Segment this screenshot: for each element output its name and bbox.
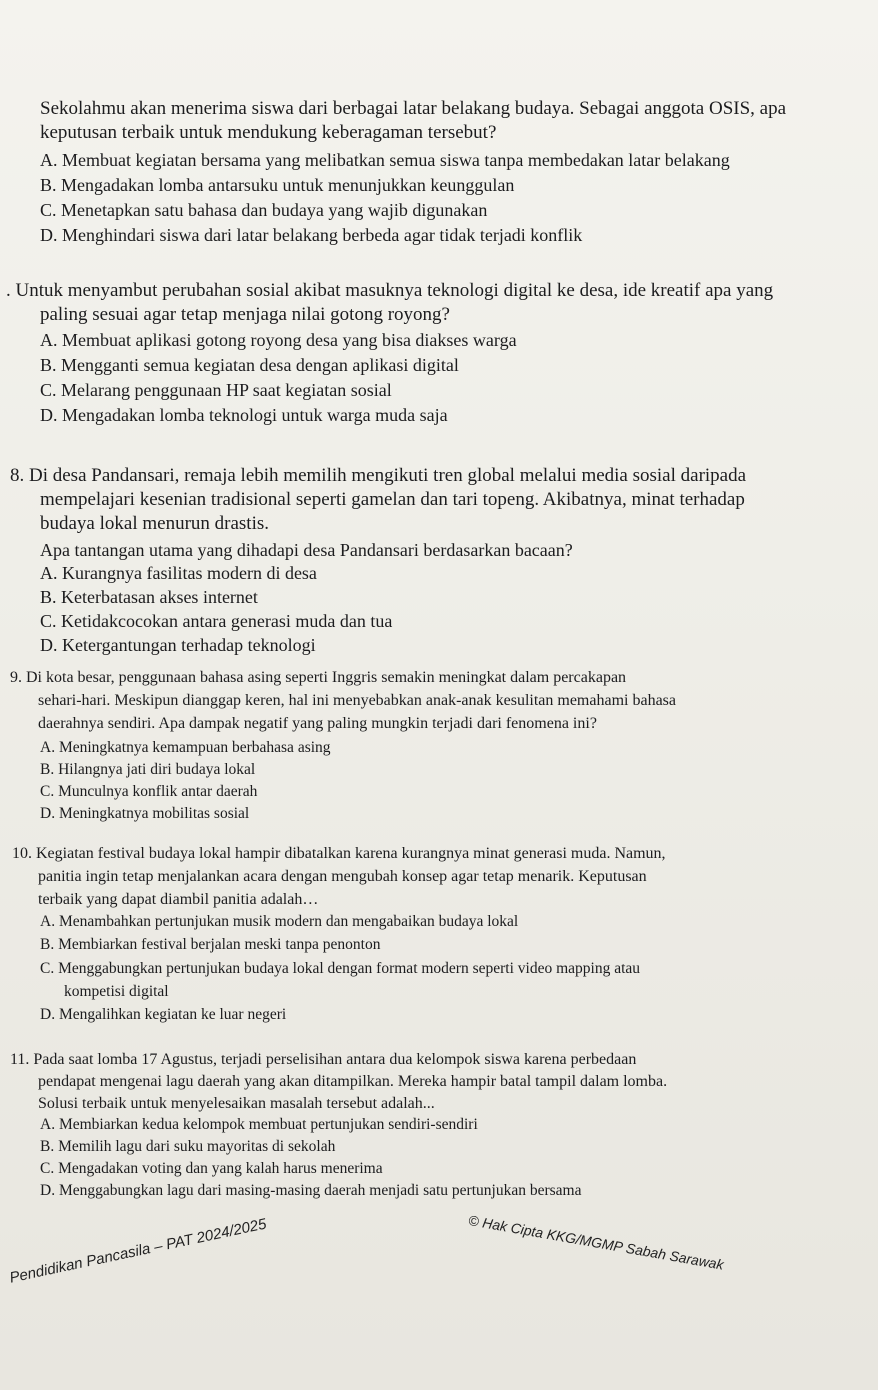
q11-option-c: C. Mengadakan voting dan yang kalah harus menerima xyxy=(40,1160,383,1177)
q11-stem-line-1: 11. Pada saat lomba 17 Agustus, terjadi perselisihan antara dua kelompok siswa karena perbedaan xyxy=(10,1051,637,1068)
q9-stem-line-1: 9. Di kota besar, penggunaan bahasa asing seperti Inggris semakin meningkat dalam percakapan xyxy=(10,669,627,686)
q6-stem-line-2: keputusan terbaik untuk mendukung keberagaman tersebut? xyxy=(40,122,497,143)
footer-copyright: © Hak Cipta KKG/MGMP Sabah Sarawak xyxy=(467,1212,725,1273)
q10-stem-line-3: terbaik yang dapat diambil panitia adalah… xyxy=(38,891,319,908)
q11-option-d: D. Menggabungkan lagu dari masing-masing daerah menjadi satu pertunjukan bersama xyxy=(40,1182,582,1199)
q10-option-a: A. Menambahkan pertunjukan musik modern dan mengabaikan budaya lokal xyxy=(40,913,519,930)
q8-stem-line-2: mempelajari kesenian tradisional seperti gamelan dan tari topeng. Akibatnya, minat terhadap xyxy=(40,489,745,510)
q7-stem-line-2: paling sesuai agar tetap menjaga nilai gotong royong? xyxy=(40,304,450,325)
q10-option-d: D. Mengalihkan kegiatan ke luar negeri xyxy=(40,1006,287,1023)
q6-option-a: A. Membuat kegiatan bersama yang melibatkan semua siswa tanpa membedakan latar belakang xyxy=(40,150,730,170)
q10-option-c-line-2: kompetisi digital xyxy=(64,983,169,1000)
q6-stem-line-1: Sekolahmu akan menerima siswa dari berbagai latar belakang budaya. Sebagai anggota OSIS, apa xyxy=(40,98,787,119)
q10-option-b: B. Membiarkan festival berjalan meski tanpa penonton xyxy=(40,936,381,953)
q7-option-b: B. Mengganti semua kegiatan desa dengan aplikasi digital xyxy=(40,355,459,375)
q11-stem-line-2: pendapat mengenai lagu daerah yang akan ditampilkan. Mereka hampir batal tampil dalam lomba. xyxy=(38,1073,668,1090)
q9-option-d: D. Meningkatnya mobilitas sosial xyxy=(40,805,250,822)
q10-stem-line-1: 10. Kegiatan festival budaya lokal hampir dibatalkan karena kurangnya minat generasi muda. Namun, xyxy=(12,845,666,862)
q8-option-a: A. Kurangnya fasilitas modern di desa xyxy=(40,563,317,583)
q7-option-c: C. Melarang penggunaan HP saat kegiatan sosial xyxy=(40,380,392,400)
q9-stem-line-2: sehari-hari. Meskipun dianggap keren, hal ini menyebabkan anak-anak kesulitan memahami bahasa xyxy=(38,692,676,709)
q6-option-b: B. Mengadakan lomba antarsuku untuk menunjukkan keunggulan xyxy=(40,175,515,195)
q9-option-c: C. Munculnya konflik antar daerah xyxy=(40,783,258,800)
q7-option-d: D. Mengadakan lomba teknologi untuk warga muda saja xyxy=(40,405,448,425)
q8-stem-line-4: Apa tantangan utama yang dihadapi desa Pandansari berdasarkan bacaan? xyxy=(40,540,573,560)
q6-option-d: D. Menghindari siswa dari latar belakang berbeda agar tidak terjadi konflik xyxy=(40,225,583,245)
q6-option-c: C. Menetapkan satu bahasa dan budaya yang wajib digunakan xyxy=(40,200,488,220)
q8-stem-line-3: budaya lokal menurun drastis. xyxy=(40,513,270,534)
q7-stem-line-1: . Untuk menyambut perubahan sosial akibat masuknya teknologi digital ke desa, ide kreatif apa yang xyxy=(6,280,774,301)
footer-subject-label: Pendidikan Pancasila – PAT 2024/2025 xyxy=(8,1215,268,1287)
q9-stem-line-3: daerahnya sendiri. Apa dampak negatif yang paling mungkin terjadi dari fenomena ini? xyxy=(38,715,597,732)
q8-option-d: D. Ketergantungan terhadap teknologi xyxy=(40,635,316,655)
q11-option-a: A. Membiarkan kedua kelompok membuat pertunjukan sendiri-sendiri xyxy=(40,1116,478,1133)
q8-option-b: B. Keterbatasan akses internet xyxy=(40,587,258,607)
q8-stem-line-1: 8. Di desa Pandansari, remaja lebih memilih mengikuti tren global melalui media sosial daripada xyxy=(10,465,747,486)
q8-option-c: C. Ketidakcocokan antara generasi muda dan tua xyxy=(40,611,393,631)
q9-option-a: A. Meningkatnya kemampuan berbahasa asing xyxy=(40,739,331,756)
q11-stem-line-3: Solusi terbaik untuk menyelesaikan masalah tersebut adalah... xyxy=(38,1095,435,1112)
q9-option-b: B. Hilangnya jati diri budaya lokal xyxy=(40,761,256,778)
q7-option-a: A. Membuat aplikasi gotong royong desa yang bisa diakses warga xyxy=(40,330,517,350)
q11-option-b: B. Memilih lagu dari suku mayoritas di sekolah xyxy=(40,1138,336,1155)
q10-option-c-line-1: C. Menggabungkan pertunjukan budaya lokal dengan format modern seperti video mapping atau xyxy=(40,960,641,977)
q10-stem-line-2: panitia ingin tetap menjalankan acara dengan mengubah konsep agar tetap menarik. Keputusan xyxy=(38,868,647,885)
